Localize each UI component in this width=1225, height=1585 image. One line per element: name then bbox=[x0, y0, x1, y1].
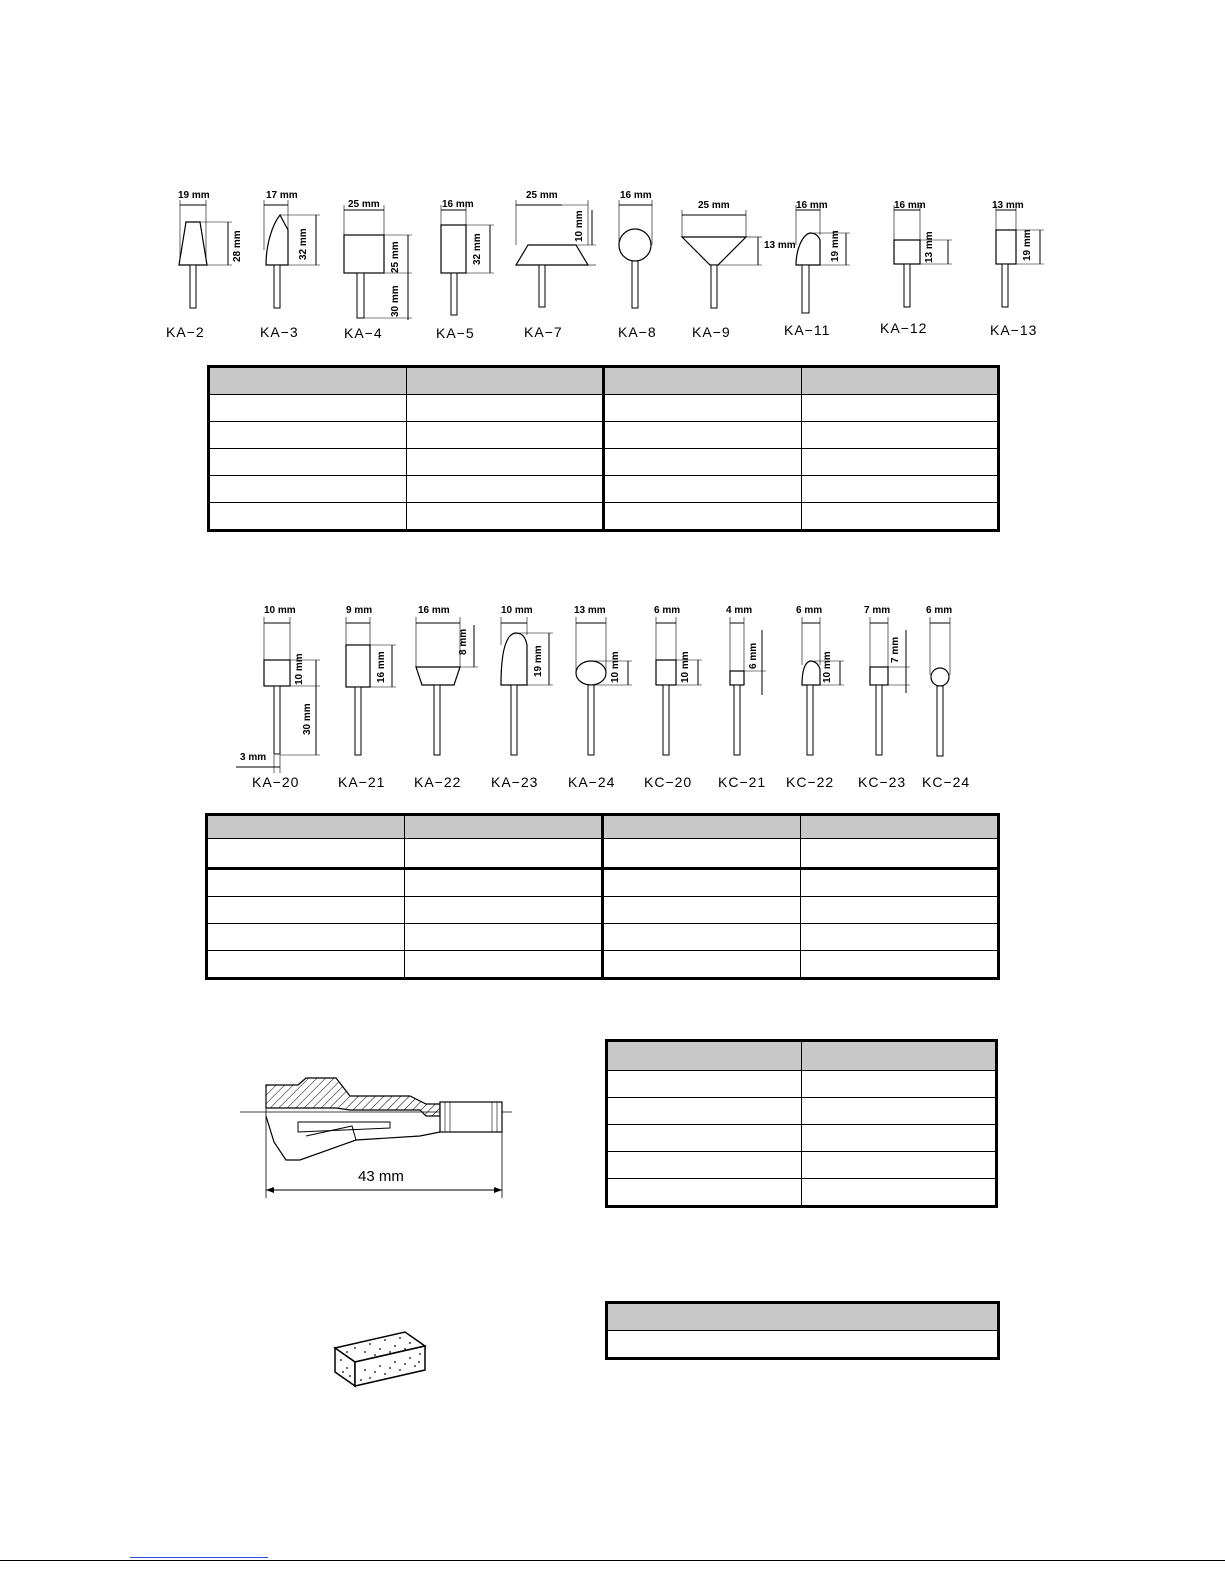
table-cell bbox=[604, 395, 802, 422]
ka-8-label: KA−8 bbox=[618, 324, 657, 340]
tool-kc-22 bbox=[786, 605, 866, 795]
tool-ka-7 bbox=[512, 190, 602, 340]
table-cell bbox=[802, 1179, 997, 1207]
table-cell bbox=[209, 422, 407, 449]
dressing-stone-svg bbox=[325, 1310, 435, 1390]
table-row bbox=[209, 422, 999, 449]
tool-ka-2 bbox=[166, 190, 250, 340]
ka-13-dim-width: 13 mm bbox=[992, 200, 1024, 211]
ka-20-dim-width: 10 mm bbox=[264, 605, 296, 616]
ka-24-drawing bbox=[570, 605, 650, 775]
tool-kc-21 bbox=[718, 605, 794, 795]
kc-23-dim-height: 7 mm bbox=[890, 636, 901, 663]
table-cell bbox=[801, 839, 999, 869]
table-4-header-cell bbox=[607, 1303, 999, 1331]
ka-7-label: KA−7 bbox=[524, 324, 563, 340]
ka-4-dim-shank: 30 mm bbox=[390, 285, 401, 317]
table-cell bbox=[603, 839, 801, 869]
table-row bbox=[207, 869, 999, 897]
ka-23-dim-width: 10 mm bbox=[501, 605, 533, 616]
tool-ka-4 bbox=[340, 195, 420, 345]
table-cell bbox=[801, 924, 999, 951]
table-cell bbox=[801, 503, 999, 531]
table-3-header-cell bbox=[802, 1041, 997, 1071]
kc-22-drawing bbox=[796, 605, 866, 775]
table-cell bbox=[406, 503, 604, 531]
ka-4-label: KA−4 bbox=[344, 325, 383, 341]
kc-21-label: KC−21 bbox=[718, 774, 767, 790]
table-cell bbox=[802, 1125, 997, 1152]
table-cell bbox=[801, 395, 999, 422]
table-1-header-row bbox=[209, 367, 999, 395]
table-2-header-cell bbox=[801, 815, 999, 839]
table-cell bbox=[406, 422, 604, 449]
ka-20-dim-shank-dia: 3 mm bbox=[240, 752, 267, 763]
ka-12-dim-height: 13 mm bbox=[924, 231, 935, 263]
table-cell bbox=[801, 422, 999, 449]
ka-2-label: KA−2 bbox=[166, 324, 205, 340]
ka-24-dim-width: 13 mm bbox=[574, 605, 606, 616]
table-cell bbox=[209, 449, 407, 476]
tool-kc-20 bbox=[644, 605, 720, 795]
table-2-header-row bbox=[207, 815, 999, 839]
ka-21-label: KA−21 bbox=[338, 774, 386, 790]
ka-23-drawing bbox=[495, 605, 575, 775]
ka-24-label: KA−24 bbox=[568, 774, 616, 790]
table-cell bbox=[209, 395, 407, 422]
table-row bbox=[207, 924, 999, 951]
tool-ka-11 bbox=[784, 195, 870, 345]
ka-11-dim-width: 16 mm bbox=[796, 200, 828, 211]
ka-4-dim-height: 25 mm bbox=[390, 241, 401, 273]
table-row bbox=[209, 449, 999, 476]
ka-21-drawing bbox=[340, 605, 420, 775]
table-cell bbox=[801, 449, 999, 476]
table-2-header-cell bbox=[207, 815, 405, 839]
table-row bbox=[207, 951, 999, 979]
tool-ka-13 bbox=[992, 195, 1072, 345]
table-cell bbox=[405, 839, 603, 869]
tool-ka-22 bbox=[412, 605, 502, 795]
kc-24-drawing bbox=[924, 605, 994, 775]
ka-22-dim-width: 16 mm bbox=[418, 605, 450, 616]
kc-20-drawing bbox=[650, 605, 720, 775]
table-cell bbox=[801, 476, 999, 503]
ka-22-drawing bbox=[412, 605, 502, 775]
table-2-header-cell bbox=[405, 815, 603, 839]
table-cell bbox=[209, 476, 407, 503]
table-cell bbox=[604, 422, 802, 449]
tool-ka-9 bbox=[678, 195, 796, 345]
dressing-stone-drawing bbox=[325, 1310, 435, 1390]
ka-22-label: KA−22 bbox=[414, 774, 462, 790]
table-4-header-row bbox=[607, 1303, 999, 1331]
tool-ka-24 bbox=[570, 605, 650, 795]
tool-ka-12 bbox=[880, 195, 970, 345]
ka-2-dim-width: 19 mm bbox=[178, 190, 210, 201]
tool-ka-5 bbox=[436, 195, 516, 345]
table-cell bbox=[607, 1098, 802, 1125]
tool-ka-23 bbox=[491, 605, 575, 795]
kc-24-label: KC−24 bbox=[922, 774, 971, 790]
collet-drawing bbox=[240, 1070, 520, 1210]
kc-22-label: KC−22 bbox=[786, 774, 835, 790]
ka-4-dim-width: 25 mm bbox=[348, 199, 380, 210]
table-cell bbox=[207, 839, 405, 869]
table-row bbox=[607, 1331, 999, 1359]
table-cell bbox=[405, 897, 603, 924]
ka-9-dim-width: 25 mm bbox=[698, 200, 730, 211]
ka-11-dim-height: 19 mm bbox=[830, 230, 841, 262]
kc-20-dim-width: 6 mm bbox=[654, 605, 681, 616]
kc-23-dim-width: 7 mm bbox=[864, 605, 891, 616]
kc-20-dim-height: 10 mm bbox=[680, 651, 691, 683]
table-cell bbox=[802, 1071, 997, 1098]
tool-ka-20 bbox=[236, 605, 336, 795]
ka-2-dim-height: 28 mm bbox=[232, 230, 243, 262]
ka-13-dim-height: 19 mm bbox=[1022, 229, 1033, 261]
ka-5-dim-width: 16 mm bbox=[442, 199, 474, 210]
footer-rule bbox=[0, 1560, 1225, 1561]
table-4 bbox=[605, 1301, 1000, 1360]
table-cell bbox=[607, 1179, 802, 1207]
ka-20-dim-height: 10 mm bbox=[294, 653, 305, 685]
table-row bbox=[207, 897, 999, 924]
table-3 bbox=[605, 1039, 998, 1208]
ka-23-label: KA−23 bbox=[491, 774, 539, 790]
tool-ka-21 bbox=[340, 605, 420, 795]
ka-5-label: KA−5 bbox=[436, 325, 475, 341]
table-cell bbox=[207, 869, 405, 897]
ka-20-dim-shank: 30 mm bbox=[302, 703, 313, 735]
ka-4-drawing bbox=[340, 195, 420, 325]
table-cell bbox=[607, 1071, 802, 1098]
table-cell bbox=[604, 449, 802, 476]
table-cell bbox=[603, 951, 801, 979]
ka-23-dim-height: 19 mm bbox=[533, 645, 544, 677]
table-cell bbox=[607, 1152, 802, 1179]
table-row bbox=[607, 1125, 997, 1152]
table-cell bbox=[603, 869, 801, 897]
ka-22-dim-height: 8 mm bbox=[458, 628, 469, 655]
table-cell bbox=[207, 924, 405, 951]
ka-3-dim-width: 17 mm bbox=[266, 190, 298, 201]
table-cell bbox=[405, 951, 603, 979]
table-cell bbox=[405, 924, 603, 951]
ka-21-dim-height: 16 mm bbox=[376, 651, 387, 683]
table-1-header-cell bbox=[801, 367, 999, 395]
tool-ka-3 bbox=[258, 190, 338, 340]
table-cell bbox=[406, 449, 604, 476]
kc-23-label: KC−23 bbox=[858, 774, 907, 790]
table-row bbox=[209, 476, 999, 503]
ka-7-drawing bbox=[512, 190, 602, 320]
ka-11-label: KA−11 bbox=[784, 322, 831, 338]
table-row bbox=[607, 1179, 997, 1207]
table-cell bbox=[802, 1098, 997, 1125]
ka-9-label: KA−9 bbox=[692, 324, 731, 340]
table-row bbox=[607, 1071, 997, 1098]
table-cell bbox=[801, 869, 999, 897]
table-cell bbox=[603, 897, 801, 924]
kc-24-dim-width: 6 mm bbox=[926, 605, 953, 616]
kc-21-dim-width: 4 mm bbox=[726, 605, 753, 616]
table-2 bbox=[205, 813, 1000, 980]
table-cell bbox=[209, 503, 407, 531]
ka-8-drawing bbox=[614, 190, 684, 320]
tool-ka-8 bbox=[614, 190, 684, 340]
kc-21-drawing bbox=[724, 605, 794, 775]
kc-22-dim-width: 6 mm bbox=[796, 605, 823, 616]
table-3-header-row bbox=[607, 1041, 997, 1071]
table-cell bbox=[801, 951, 999, 979]
table-1-header-cell bbox=[406, 367, 604, 395]
ka-9-drawing bbox=[678, 195, 778, 325]
table-2-header-cell bbox=[603, 815, 801, 839]
table-cell bbox=[207, 897, 405, 924]
collet-length-label: 43 mm bbox=[358, 1168, 404, 1185]
table-cell bbox=[405, 869, 603, 897]
ka-12-label: KA−12 bbox=[880, 320, 928, 336]
table-cell bbox=[607, 1125, 802, 1152]
collet-svg bbox=[240, 1070, 520, 1210]
kc-22-dim-height: 10 mm bbox=[822, 651, 833, 683]
table-cell bbox=[604, 476, 802, 503]
table-cell bbox=[604, 503, 802, 531]
table-1-header-cell bbox=[209, 367, 407, 395]
ka-5-dim-height: 32 mm bbox=[472, 233, 483, 265]
ka-8-dim-width: 16 mm bbox=[620, 190, 652, 201]
table-1 bbox=[207, 365, 1000, 532]
table-3-header-cell bbox=[607, 1041, 802, 1071]
ka-13-label: KA−13 bbox=[990, 322, 1038, 338]
kc-20-label: KC−20 bbox=[644, 774, 693, 790]
kc-21-dim-height: 6 mm bbox=[748, 642, 759, 669]
footer-link-underline[interactable] bbox=[130, 1555, 268, 1558]
table-row bbox=[207, 839, 999, 869]
ka-7-dim-width: 25 mm bbox=[526, 190, 558, 201]
ka-20-label: KA−20 bbox=[252, 774, 300, 790]
ka-24-dim-height: 10 mm bbox=[610, 651, 621, 683]
table-cell bbox=[207, 951, 405, 979]
table-cell bbox=[406, 476, 604, 503]
table-cell bbox=[603, 924, 801, 951]
table-cell bbox=[801, 897, 999, 924]
ka-7-dim-height: 10 mm bbox=[574, 210, 585, 242]
ka-3-label: KA−3 bbox=[260, 324, 299, 340]
table-cell bbox=[607, 1331, 999, 1359]
ka-12-dim-width: 16 mm bbox=[894, 200, 926, 211]
tool-kc-24 bbox=[924, 605, 994, 795]
table-row bbox=[607, 1152, 997, 1179]
table-row bbox=[607, 1098, 997, 1125]
ka-20-drawing bbox=[236, 605, 336, 775]
table-row bbox=[209, 395, 999, 422]
ka-3-dim-height: 32 mm bbox=[298, 228, 309, 260]
table-cell bbox=[406, 395, 604, 422]
ka-9-dim-height: 13 mm bbox=[764, 240, 796, 251]
table-row bbox=[209, 503, 999, 531]
table-1-header-cell bbox=[604, 367, 802, 395]
ka-21-dim-width: 9 mm bbox=[346, 605, 373, 616]
table-cell bbox=[802, 1152, 997, 1179]
